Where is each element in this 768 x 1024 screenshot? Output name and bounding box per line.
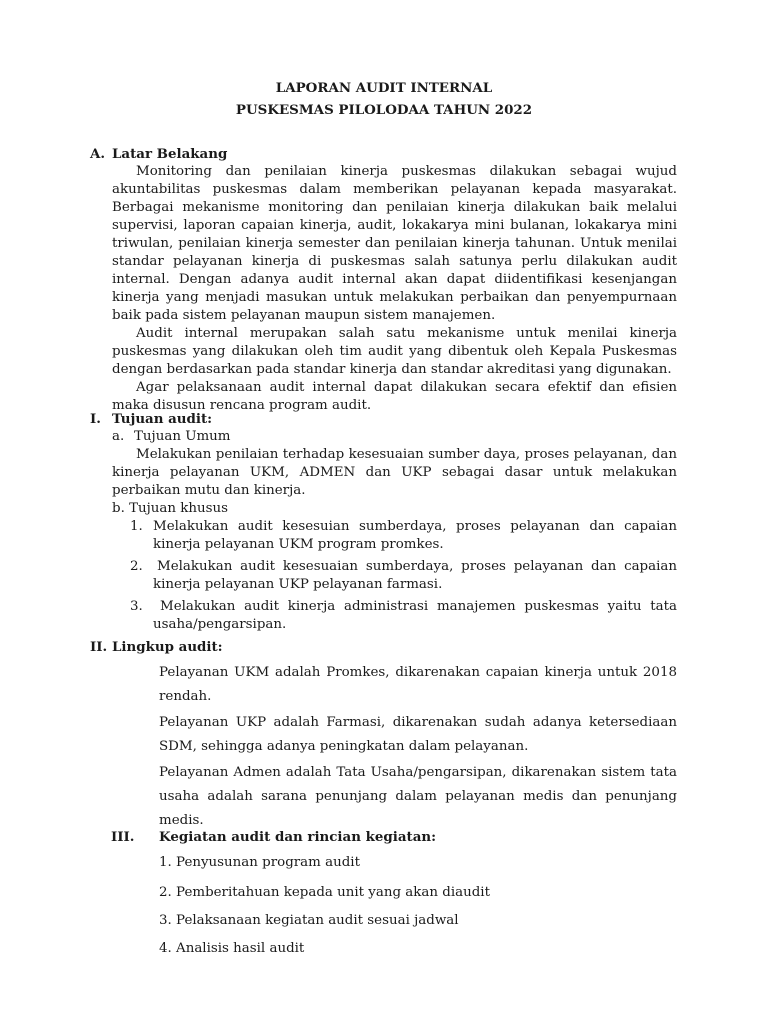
paragraph-line: triwulan, penilaian kinerja semester dan penilaian kinerja tahunan. Untuk menilai: [112, 236, 677, 251]
paragraph-line: kinerja yang menjadi masukan untuk melakukan perbaikan dan penyempurnaan: [112, 290, 677, 305]
section-a-marker: A.: [90, 146, 106, 162]
paragraph-line: baik pada sistem pelayanan maupun sistem manajemen.: [112, 308, 496, 323]
section-3-marker: III.: [111, 829, 135, 845]
section-a-heading: Latar Belakang: [112, 146, 228, 162]
list-item: 2. Pemberitahuan kepada unit yang akan diaudit: [159, 885, 490, 900]
list-item: 4. Analisis hasil audit: [159, 941, 305, 956]
paragraph-line: Audit internal merupakan salah satu mekanisme untuk menilai kinerja: [136, 326, 677, 341]
paragraph-line: Pelayanan UKP adalah Farmasi, dikarenakan sudah adanya ketersediaan: [159, 715, 677, 730]
paragraph-line: maka disusun rencana program audit.: [112, 398, 372, 413]
tujuan-umum-marker: a.: [112, 429, 125, 444]
list-item: 3. Pelaksanaan kegiatan audit sesuai jadwal: [159, 913, 459, 928]
list-item-number: 1.: [130, 519, 143, 534]
list-item-line: kinerja pelayanan UKM program promkes.: [153, 537, 444, 552]
paragraph-line: internal. Dengan adanya audit internal akan dapat diidentifikasi kesenjangan: [112, 272, 677, 287]
paragraph-line: Agar pelaksanaan audit internal dapat dilakukan secara efektif dan efisien: [136, 380, 677, 395]
paragraph-line: Berbagai mekanisme monitoring dan penilaian kinerja dilakukan baik melalui: [112, 200, 677, 215]
paragraph-line: puskesmas yang dilakukan oleh tim audit yang dibentuk oleh Kepala Puskesmas: [112, 344, 677, 359]
section-2-marker: II.: [90, 639, 108, 655]
paragraph-line: dengan berdasarkan pada standar kinerja dan standar akreditasi yang digunakan.: [112, 362, 672, 377]
section-3-heading: Kegiatan audit dan rincian kegiatan:: [159, 829, 437, 845]
paragraph-line: perbaikan mutu dan kinerja.: [112, 483, 306, 498]
list-item: 1. Penyusunan program audit: [159, 855, 360, 870]
section-1-heading: Tujuan audit:: [112, 411, 213, 427]
section-2-heading: Lingkup audit:: [112, 639, 223, 655]
list-item-line: usaha/pengarsipan.: [153, 617, 287, 632]
paragraph-line: usaha adalah sarana penunjang dalam pelayanan medis dan penunjang: [159, 789, 677, 804]
paragraph-line: akuntabilitas puskesmas dalam memberikan pelayanan kepada masyarakat.: [112, 182, 677, 197]
paragraph-line: Pelayanan Admen adalah Tata Usaha/pengarsipan, dikarenakan sistem tata: [159, 765, 677, 780]
paragraph-line: Pelayanan UKM adalah Promkes, dikarenakan capaian kinerja untuk 2018: [159, 665, 677, 680]
paragraph-line: medis.: [159, 813, 204, 828]
paragraph-line: kinerja pelayanan UKM, ADMEN dan UKP sebagai dasar untuk melakukan: [112, 465, 677, 480]
list-item-number: 2.: [130, 559, 143, 574]
paragraph-line: standar pelayanan kinerja di puskesmas salah satunya perlu dilakukan audit: [112, 254, 677, 269]
paragraph-line: Melakukan penilaian terhadap kesesuaian sumber daya, proses pelayanan, dan: [136, 447, 677, 462]
list-item-line: Melakukan audit kesesuian sumberdaya, proses pelayanan dan capaian: [153, 519, 677, 534]
tujuan-umum-label: Tujuan Umum: [134, 429, 231, 444]
paragraph-line: Monitoring dan penilaian kinerja puskesmas dilakukan sebagai wujud: [136, 164, 677, 179]
paragraph-line: SDM, sehingga adanya peningkatan dalam pelayanan.: [159, 739, 529, 754]
document-title: LAPORAN AUDIT INTERNAL: [275, 80, 493, 96]
list-item-number: 3.: [130, 599, 143, 614]
section-1-marker: I.: [90, 411, 101, 427]
paragraph-line: supervisi, laporan capaian kinerja, audit, lokakarya mini bulanan, lokakarya mini: [112, 218, 677, 233]
list-item-line: kinerja pelayanan UKP pelayanan farmasi.: [153, 577, 443, 592]
document-subtitle: PUSKESMAS PILOLODAA TAHUN 2022: [235, 102, 533, 118]
paragraph-line: rendah.: [159, 689, 212, 704]
list-item-line: Melakukan audit kinerja administrasi manajemen puskesmas yaitu tata: [160, 599, 677, 614]
list-item-line: Melakukan audit kesesuaian sumberdaya, proses pelayanan dan capaian: [157, 559, 677, 574]
tujuan-khusus-label: b. Tujuan khusus: [112, 501, 229, 516]
